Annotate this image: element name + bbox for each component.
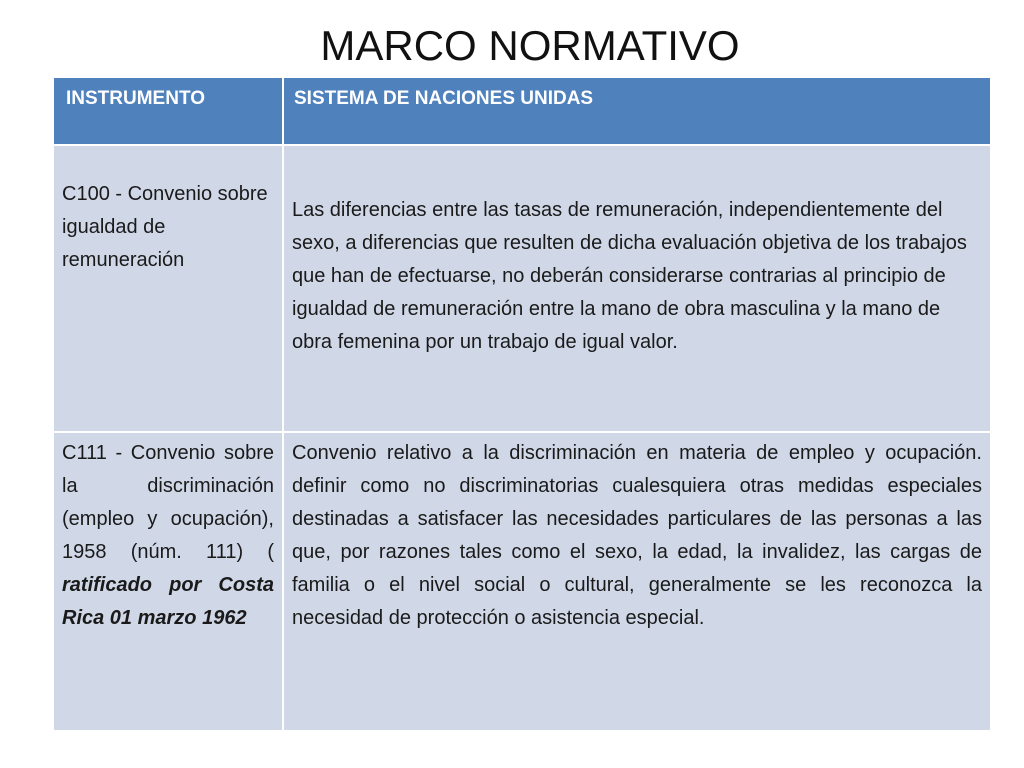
table-row [54,433,990,730]
description-text: Convenio relativo a la discriminación en materia de empleo y ocupación. definir como no discriminatorias cualesquiera otras medidas especiales destinadas a satisfacer las necesidades particulares de las personas a las que, por razones tales como el sexo, la edad, la invalidez, las cargas de familia o el nivel social o cultural, generalmente se les reconozca la necesidad de protección o asistencia especial. [292,442,982,629]
description-text: Las diferencias entre las tasas de remuneración, independientemente del sexo, a diferencias que resulten de dicha evaluación objetiva de los trabajos que han de efectuarse, no deberán considerarse contrarias al principio de igualdad de remuneración entre la mano de obra masculina y la mano de obra femenina por un trabajo de igual valor. [292,199,967,353]
normative-table [52,76,992,732]
table-row [54,146,990,431]
description-cell [284,433,990,730]
instrument-cell [54,433,282,730]
header-system: SISTEMA DE NACIONES UNIDAS [284,78,990,144]
instrument-text: C111 - Convenio sobre la discriminación (empleo y ocupación), 1958 (núm. 111) ( [62,442,274,563]
table-header-row [54,78,990,144]
ratification-note: ratificado por Costa Rica 01 marzo 1962 [62,574,274,629]
slide-title: MARCO NORMATIVO [320,22,740,69]
instrument-cell [54,146,282,431]
instrument-text: C100 - Convenio sobre igualdad de remuneración [62,183,268,271]
description-cell [284,146,990,431]
header-instrument: INSTRUMENTO [54,78,282,144]
